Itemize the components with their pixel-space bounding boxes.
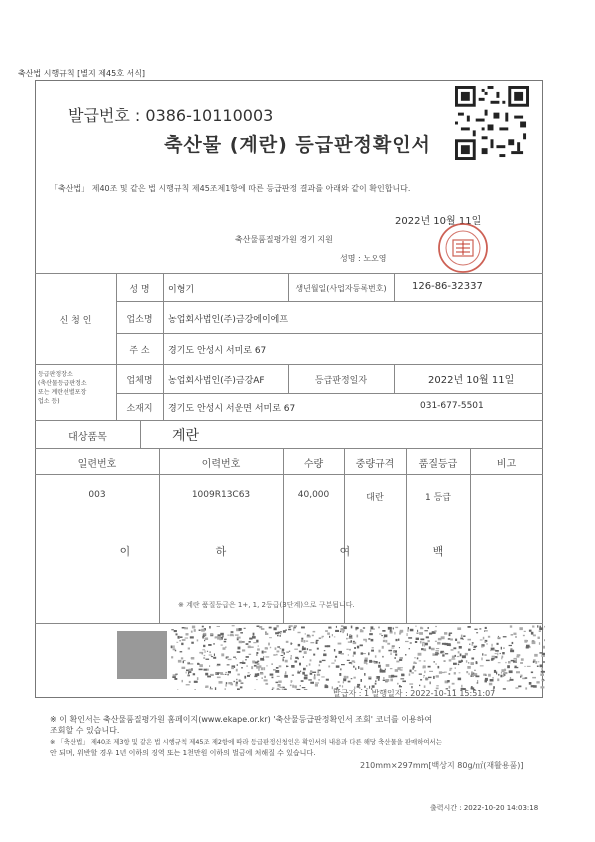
location-label: 소재지 [126, 404, 153, 414]
issue-date: 2022년 10월 11일 [395, 216, 482, 227]
header-serial: 일련번호 [77, 459, 117, 470]
subject-label: 대상품목 [68, 432, 107, 443]
issue-number: 발급번호 : 0386-10110003 [68, 106, 274, 125]
table-row-weight: 대란 [366, 493, 384, 503]
official-seal-icon [437, 222, 489, 274]
intro-text: 「축산법」 제40조 및 같은 법 시행규칙 제45조제1항에 따른 등급판정 결과를 아래와 같이 확인합니다. [50, 184, 411, 193]
address-label: 주 소 [129, 346, 150, 356]
name-value: 이형기 [168, 285, 195, 295]
work-value: 농업회사법인(주)금강AF [168, 376, 265, 386]
address-value: 경기도 안성시 서미로 67 [168, 346, 267, 356]
org-label: 업소명 [126, 315, 153, 325]
blank-mark-2: 하 [215, 545, 227, 558]
grade-note: ※ 계란 품질등급은 1+, 1, 2등급(3단계)으로 구분됩니다. [178, 601, 355, 609]
blank-mark-4: 백 [432, 545, 444, 558]
applicant-section-label: 신 청 인 [59, 316, 92, 326]
bizno-value: 126-86-32337 [412, 281, 483, 292]
header-remarks: 비고 [496, 459, 517, 470]
header-grade: 품질등급 [418, 459, 458, 470]
footnote-2b: 안 되며, 위반할 경우 1년 이하의 징역 또는 1천만원 이하의 벌금에 처해질 수 있습니다. [50, 749, 316, 757]
officer-name: 성명 : 노오영 [340, 254, 387, 263]
blank-mark-3: 여 [339, 545, 351, 558]
paper-size: 210mm×297mm[백상지 80g/㎡(재활용품)] [360, 761, 524, 770]
print-time: 출력시간 : 2022-10-20 14:03:18 [430, 804, 539, 812]
footnote-1: ※ 이 확인서는 축산물품질평가원 홈페이지(www.ekape.or.kr) '축산물등급판정확인서 조회' 코너를 이용하여 [50, 715, 433, 724]
table-row-quantity: 40,000 [297, 490, 330, 500]
location-value: 경기도 안성시 서운면 서미로 67 [168, 404, 296, 414]
work-label: 업체명 [126, 376, 153, 386]
grading-place-section-label: 등급판정장소 (축산물등급판정소 또는 계란선별포장 업소 등) [38, 371, 87, 405]
name-label: 성 명 [129, 285, 150, 295]
grading-date-value: 2022년 10월 11일 [428, 375, 515, 386]
form-label: 축산법 시행규칙 [별지 제45호 서식] [18, 69, 146, 78]
phone-value: 031-677-5501 [420, 401, 484, 411]
footnote-2: ※ 「축산법」 제40조 제3항 및 같은 법 시행규칙 제45조 제2항에 따라 등급판정신청인은 확인서의 내용과 다른 해당 축산물을 판매하여서는 [50, 738, 442, 746]
seal-image [117, 631, 167, 679]
document-title: 축산물 (계란) 등급판정확인서 [164, 134, 431, 156]
header-weight: 중량규격 [355, 459, 395, 470]
blank-mark-1: 이 [119, 545, 131, 558]
footnote-1b: 조회할 수 있습니다. [50, 726, 120, 735]
header-quantity: 수량 [303, 459, 324, 470]
issued-line: 발급자 : 1 발행일자 : 2022-10-11 15:51:07 [333, 689, 496, 698]
subject-value: 계란 [172, 428, 200, 444]
security-pattern [170, 625, 545, 690]
institution-name: 축산물품질평가원 경기 지원 [235, 235, 333, 244]
bizno-label: 생년월일(사업자등록번호) [295, 284, 387, 293]
grading-date-label: 등급판정일자 [314, 376, 368, 386]
table-row-serial: 003 [88, 490, 106, 500]
org-value: 농업회사법인(주)금강에이에프 [168, 315, 289, 325]
table-row-grade: 1 등급 [425, 493, 451, 503]
header-trace: 이력번호 [201, 459, 241, 470]
table-row-trace: 1009R13C63 [191, 490, 251, 500]
